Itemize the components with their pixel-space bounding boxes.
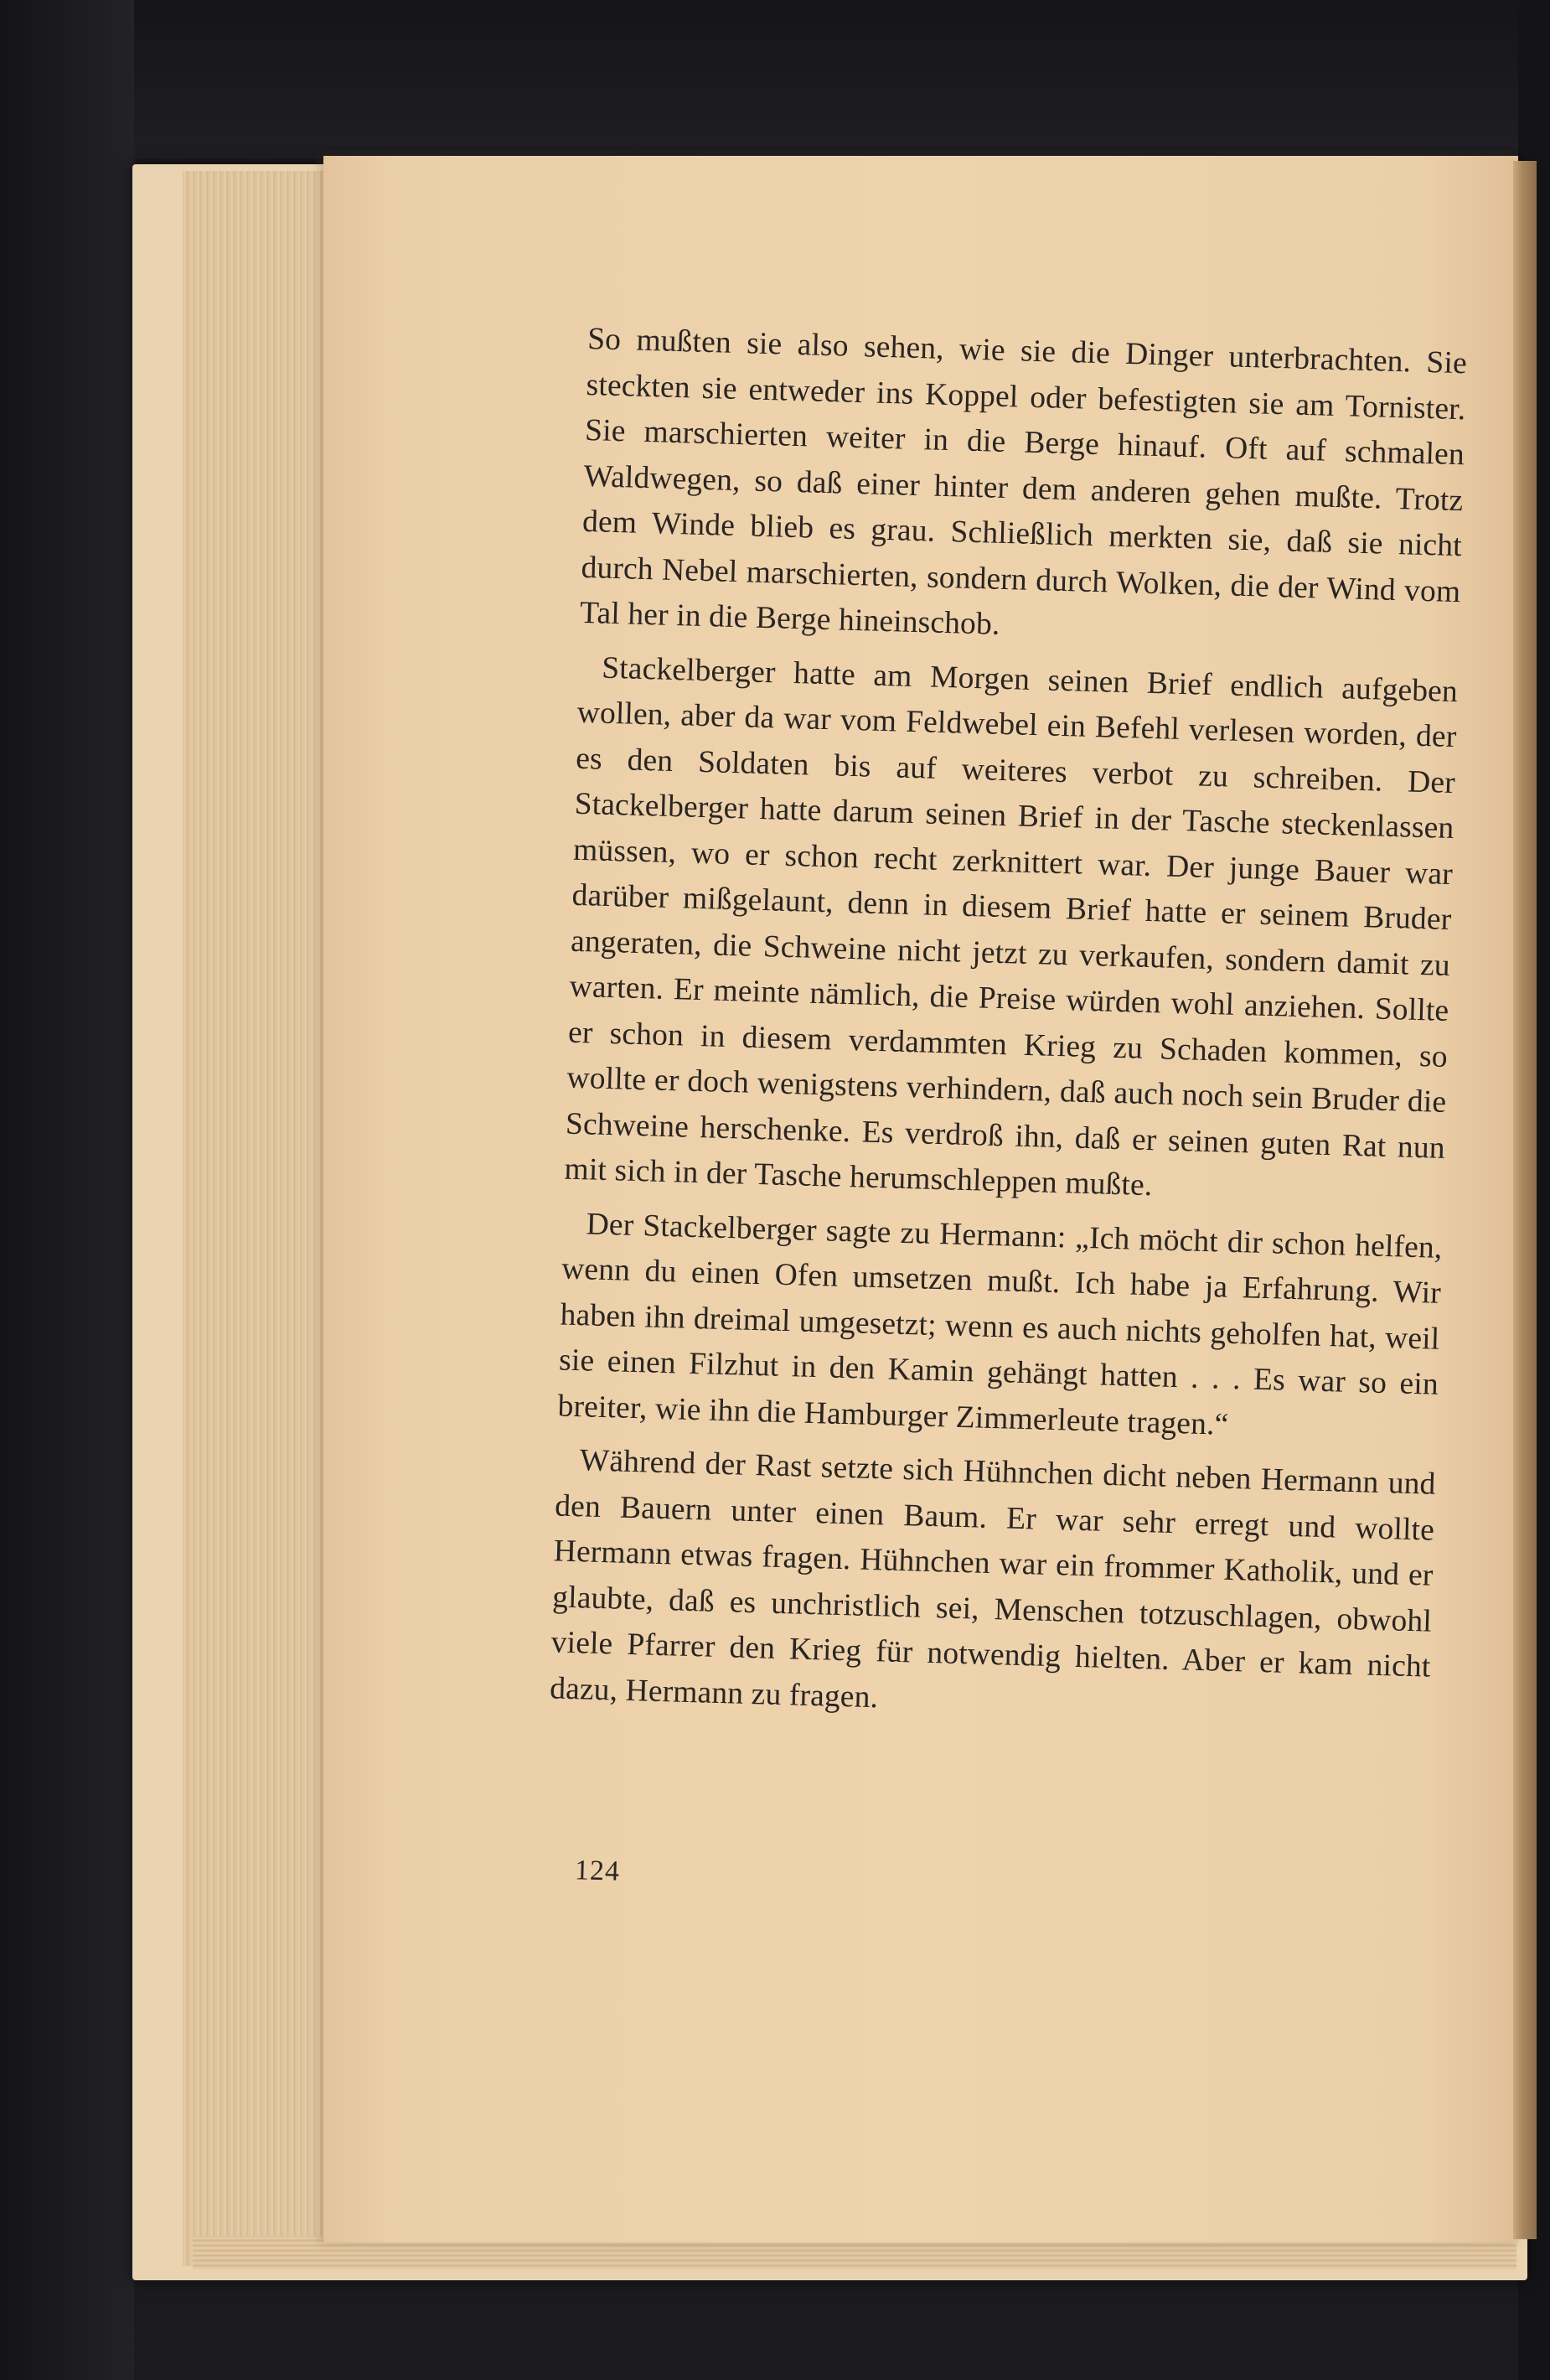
paragraph-3: Der Stackelberger sagte zu Hermann: „Ich möcht dir schon helfen, wenn du einen Ofen umsetzen mußt. Ich habe ja Erfahrung. Wir haben ihn dreimal umgesetzt; wenn es auch nichts geholfen hat, weil sie einen Filzhut in den Kamin gehängt hatten . . . Es war so ein breiter, wie ihn die Hamburger Zimmerleute tragen.“ — [557, 1206, 1443, 1442]
book-page — [323, 156, 1518, 2243]
page-edge-stack — [183, 171, 332, 2266]
paragraph-4: Während der Rast setzte sich Hühnchen dicht neben Hermann und den Bauern unter einen Baum. Er war sehr erregt und wollte Hermann etwas fragen. Hühnchen war ein frommer Katholik, und er glaubte, daß es unchristlich sei, Menschen totzuschlagen, obwohl viele Pfarrer den Krieg für notwendig hielten. Aber er kam nicht dazu, Hermann zu fragen. — [549, 1443, 1437, 1715]
paragraph-1: So mußten sie also sehen, wie sie die Dinger unterbrachten. Sie steckten sie entweder ins Koppel oder befestigten sie am Tornister. Sie marschierten weiter in die Berge hinauf. Oft auf schmalen Waldwegen, so daß einer hinter dem anderen gehen mußte. Trotz dem Winde blieb es grau. Schließlich merkten sie, daß sie nicht durch Nebel marschierten, sondern durch Wolken, die der Wind vom Tal her in die Berge hineinschob. — [579, 321, 1468, 642]
page-number: 124 — [574, 1855, 621, 1887]
backdrop-top — [0, 0, 1550, 159]
paragraph-2: Stackelberger hatte am Morgen seinen Brief endlich aufgeben wollen, aber da war vom Feldwebel ein Befehl verlesen worden, der es den Soldaten bis auf weiteres verbot zu schreiben. Der Stackelberger hatte darum seinen Brief in der Tasche steckenlassen müssen, wo er schon recht zerknittert war. Der junge Bauer war darüber mißgelaunt, denn in diesem Brief hatte er seinem Bruder angeraten, die Schweine nicht jetzt zu verkaufen, sondern damit zu warten. Er meinte nämlich, die Preise würden wohl anziehen. Sollte er schon in diesem verdammten Krieg zu Schaden kommen, so wollte er doch wenigstens verhindern, daß auch noch sein Bruder die Schweine herschenke. Es verdroß ihn, daß er seinen guten Rat nun mit sich in der Tasche herumschleppen mußte. — [564, 650, 1459, 1203]
backdrop-left — [0, 0, 134, 2380]
page-body-text — [549, 317, 1467, 1745]
page-gutter — [1513, 161, 1537, 2239]
